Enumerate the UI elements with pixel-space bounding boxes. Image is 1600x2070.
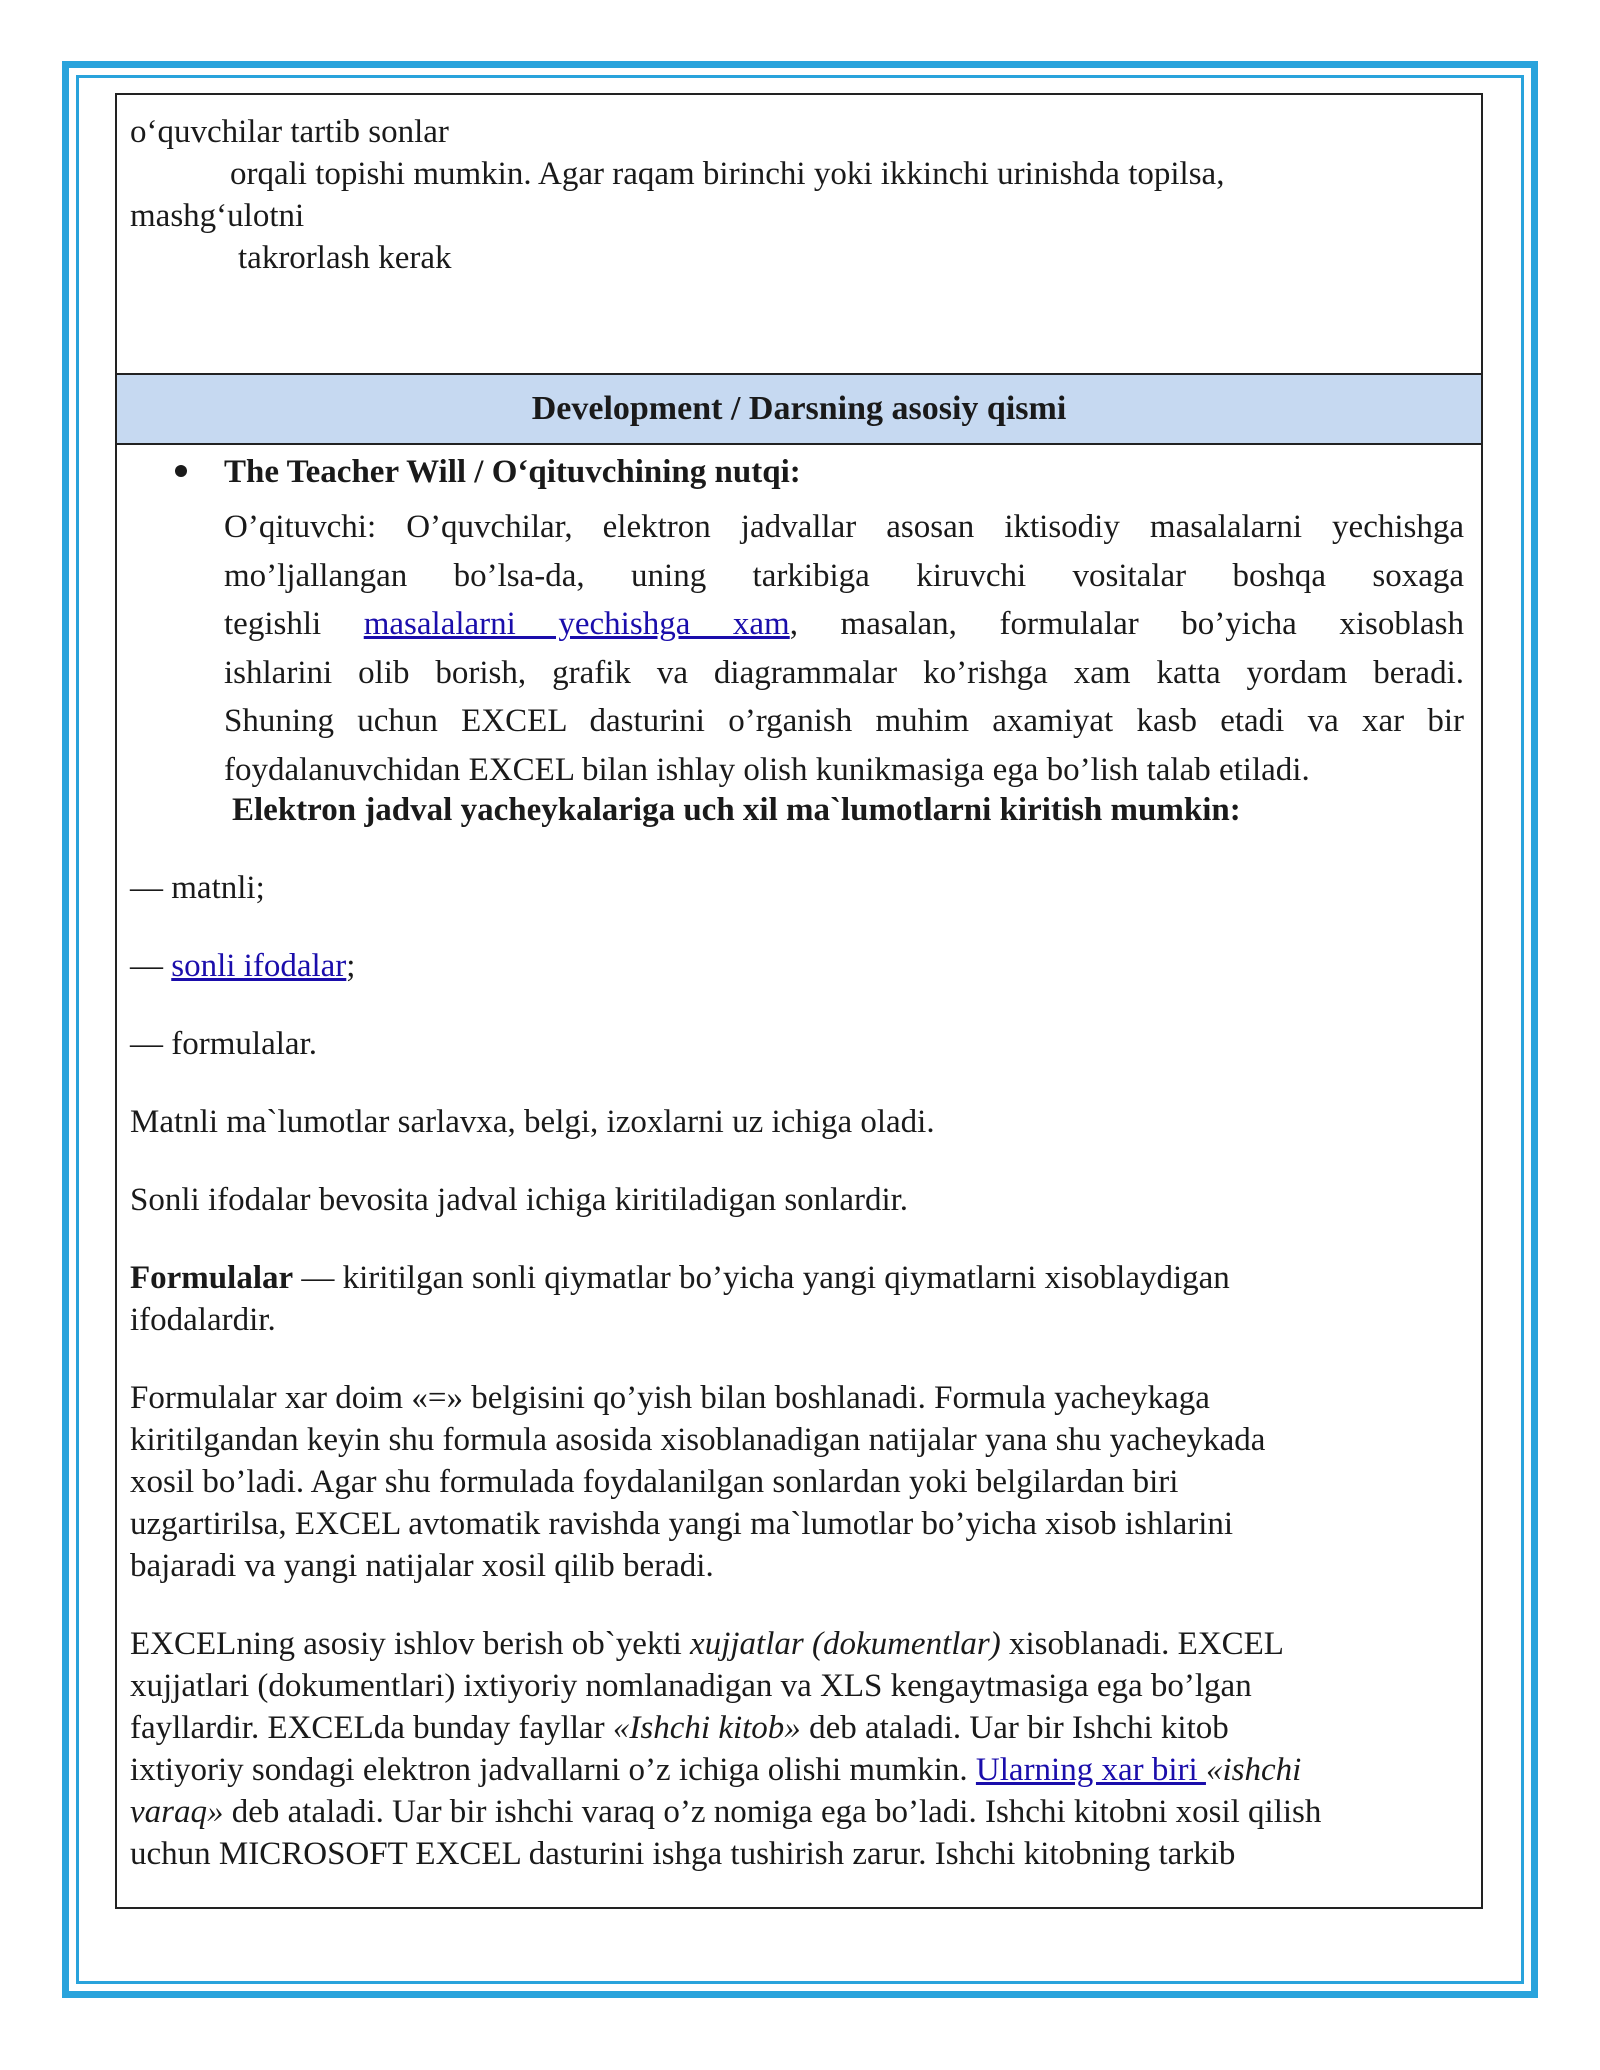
teacher-heading: The Teacher Will / O‘qituvchining nutqi: [224, 454, 801, 490]
lesson-table [115, 93, 1483, 1909]
intro-line-1: o‘quvchilar tartib sonlar [130, 114, 449, 150]
type-item-text: — matnli; [130, 870, 265, 906]
bullet-icon [175, 465, 187, 477]
teacher-paragraph [224, 503, 1464, 794]
development-cell [117, 445, 1481, 1907]
teacher-line: Shuning uchun EXCEL dasturini o’rganish muhim axamiyat kasb etadi va xar bir [224, 703, 1464, 739]
paragraph-line: xosil bo’ladi. Agar shu formulada foydalanilgan sonlardan yoki belgilardan biri [130, 1464, 1179, 1500]
formula-rules-paragraph [130, 1377, 1470, 1587]
section-header [117, 375, 1481, 445]
text: xisoblanadi. EXCEL [1000, 1626, 1284, 1662]
excel-documents-paragraph [130, 1623, 1470, 1875]
intro-line-2: orqali topishi mumkin. Agar raqam birinchi yoki ikkinchi urinishda topilsa, [230, 156, 1225, 192]
formulalar-line: ifodalardir. [130, 1302, 276, 1338]
teacher-line-text: tegishli [224, 606, 364, 642]
data-types-subheading: Elektron jadval yacheykalariga uch xil ma`lumotlarni kiritish mumkin: [232, 792, 1241, 828]
intro-cell [117, 95, 1481, 375]
paragraph-line [130, 1623, 1470, 1665]
paragraph-line: uzgartirilsa, EXCEL avtomatik ravishda yangi ma`lumotlar bo’yicha xisob ishlarini [130, 1506, 1234, 1542]
text: fayllardir. EXCELda bunday fayllar [130, 1710, 613, 1746]
section-header-title: Development / Darsning asosiy qismi [531, 390, 1067, 427]
teacher-line: O’qituvchi: O’quvchilar, elektron jadvallar asosan iktisodiy masalalarni yechishga [224, 509, 1464, 545]
type-item-numbers [130, 945, 355, 987]
formulalar-line [130, 1257, 1470, 1299]
paragraph-line: Formulalar xar doim «=» belgisini qo’yish bilan boshlanadi. Formula yacheykaga [130, 1380, 1210, 1416]
text-italic: xujjatlar (dokumentlar) [690, 1626, 1001, 1662]
text-italic: «Ishchi kitob» [612, 1710, 801, 1746]
text: EXCELning asosiy ishlov berish ob`yekti [130, 1626, 691, 1662]
paragraph-line [130, 1707, 1470, 1749]
paragraph-line: bajaradi va yangi natijalar xosil qilib beradi. [130, 1548, 714, 1584]
teacher-line: foydalanuvchidan EXCEL bilan ishlay olish kunikmasiga ega bo’lish talab etiladi. [224, 751, 1310, 788]
paragraph-line: xujjatlari (dokumentlari) ixtiyoriy nomlanadigan va XLS kengaytmasiga ega bo’lgan [130, 1668, 1252, 1704]
intro-line-3: mashg‘ulotni [130, 198, 305, 234]
masalalar-link[interactable]: masalalarni yechishga xam [363, 606, 790, 642]
formulalar-definition: — kiritilgan sonli qiymatlar bo’yicha yangi qiymatlarni xisoblaydigan [293, 1260, 1230, 1296]
formulalar-term: Formulalar [130, 1260, 294, 1296]
semicolon: ; [346, 948, 356, 984]
intro-line-4: takrorlash kerak [238, 240, 452, 276]
text-italic: varaq» [130, 1794, 224, 1830]
paragraph-line [130, 1791, 1470, 1833]
paragraph-line [130, 1749, 1470, 1791]
text: ixtiyoriy sondagi elektron jadvallarni o’z ichiga olishi mumkin. [130, 1752, 976, 1788]
formulalar-paragraph [130, 1257, 1470, 1341]
sonli-paragraph: Sonli ifodalar bevosita jadval ichiga kiritiladigan sonlardir. [130, 1182, 909, 1218]
teacher-line: ishlarini olib borish, grafik va diagrammalar ko’rishga xam katta yordam beradi. [224, 654, 1464, 691]
paragraph-line: kiritilgandan keyin shu formula asosida xisoblanadigan natijalar yana shu yacheykada [130, 1422, 1266, 1458]
dash: — [130, 948, 172, 984]
teacher-line [224, 600, 1464, 649]
text: deb ataladi. Uar bir ishchi varaq o’z nomiga ega bo’ladi. Ishchi kitobni xosil qilish [223, 1794, 1322, 1830]
teacher-line: mo’ljallangan bo’lsa-da, uning tarkibiga kiruvchi vositalar boshqa soxaga [224, 557, 1464, 594]
sonli-ifodalar-link[interactable]: sonli ifodalar [171, 948, 347, 984]
matnli-paragraph: Matnli ma`lumotlar sarlavxa, belgi, izoxlarni uz ichiga oladi. [130, 1104, 935, 1140]
teacher-line-text: , masalan, formulalar bo’yicha xisoblash [789, 606, 1464, 642]
text: deb ataladi. Uar bir Ishchi kitob [800, 1710, 1229, 1746]
type-item-formulas: — formulalar. [130, 1026, 317, 1062]
text-italic: «ishchi [1205, 1752, 1302, 1788]
ularning-link[interactable]: Ularning xar biri [975, 1752, 1206, 1788]
paragraph-line: uchun MICROSOFT EXCEL dasturini ishga tushirish zarur. Ishchi kitobning tarkib [130, 1836, 1236, 1872]
